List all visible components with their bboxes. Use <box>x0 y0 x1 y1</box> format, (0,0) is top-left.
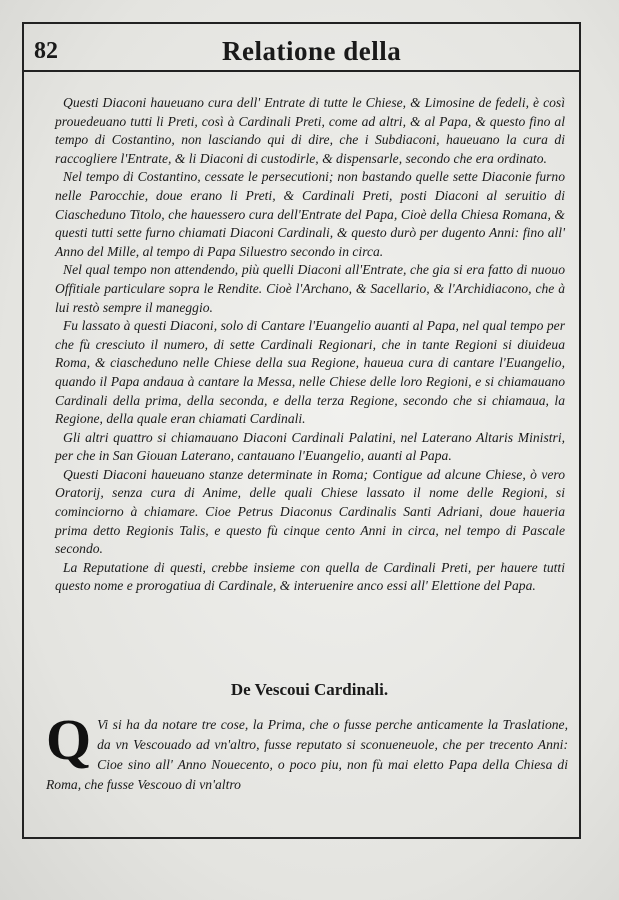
paragraph-7: La Reputatione di questi, crebbe insieme con quella de Cardinali Preti, per hauere tutti questo nome e prorogatiua di Cardinale, & interuenire anco essi all' Elettione del Papa. <box>55 559 565 594</box>
paragraph-2: Nel tempo di Costantino, cessate le persecutioni; non bastando quelle sette Diaconie furno nelle Parocchie, doue erano li Preti, & Cardinali Preti, posti Diaconi al seruitio di Ciascheduno Titolo, che hauessero cura dell'Entrate del Papa, Cioè della Chiesa Romana, & questi tutti sette furno chiamati Diaconi Cardinali, & questo durò per dugento Anni: fino all' Anno del Mille, al tempo di Papa Siluestro secondo in circa. <box>55 169 565 259</box>
paragraph-3: Nel qual tempo non attendendo, più quelli Diaconi all'Entrate, che gia si era fatto di nuouo Offitiale particulare sopra le Rendite. Cioè l'Archano, & Sacellario, & l'Archidiacono, che à lui restò sempre il maneggio. <box>55 262 565 315</box>
paragraph-6: Questi Diaconi haueuano stanze determinate in Roma; Contigue ad alcune Chiese, ò vero Oratorij, senza cura di Anime, delle quali Chiese lassato il nome delle Regioni, si cominciorno à chiamare. Cioe Petrus Diaconus Cardinalis Santi Adriani, doue haueria prima detto Regionis Talis, e questo fù cinque cento Anni in circa, nel tempo di Pascale secondo. <box>55 466 565 557</box>
page-number: 82 <box>34 38 58 64</box>
main-text-block <box>55 94 565 596</box>
second-section-text: Vi si ha da notare tre cose, la Prima, che o fusse perche anticamente la Traslatione, da vn Vescouado ad vn'altro, fusse reputato si sconueneuole, che per trecento Anni: Cioe sino all' Anno Nouecento, o poco piu, non fù mai eletto Papa della Chiesa di Roma, che fusse Vescouo di vn'altro <box>46 717 568 792</box>
section-heading: De Vescoui Cardinali. <box>230 680 389 699</box>
paragraph-5: Gli altri quattro si chiamauano Diaconi Cardinali Palatini, nel Laterano Altaris Ministri, per che in San Giouan Laterano, cantauano l'Euangelio, auanti al Papa. <box>55 429 565 464</box>
paragraph-1: Questi Diaconi haueuano cura dell' Entrate di tutte le Chiese, & Limosine de fedeli, è così prouedeuano tutti li Preti, così à Cardinali Preti, come ad altri, & al Papa, & questo fino al tempo di Costantino, non lasciando qui di dire, che i Subdiaconi, haueuano la cura di raccogliere l'Entrate, & li Diaconi di custodirle, & dispensarle, secondo che era ordinato. <box>55 95 565 166</box>
second-section <box>46 707 568 795</box>
drop-cap: Q <box>46 707 92 772</box>
running-title: Relatione della <box>222 36 402 66</box>
paragraph-4: Fu lassato à questi Diaconi, solo di Cantare l'Euangelio auanti al Papa, nel qual tempo per che fù cresciuto il numero, di sette Cardinali Regionari, che in tante Regioni si diuideua Roma, & ciascheduno nelle Chiese della sua Regione, haueua cura di cantare l'Euangelio, quando il Papa andaua à cantare la Messa, nelle Chiese delle loro Regioni, e si chiamauano Cardinali della prima, della seconda, e della terza Regione, secondo che si chiamaua, la Regione, della quale eran chiamati Cardinali. <box>55 318 565 427</box>
header-rule <box>22 70 579 72</box>
